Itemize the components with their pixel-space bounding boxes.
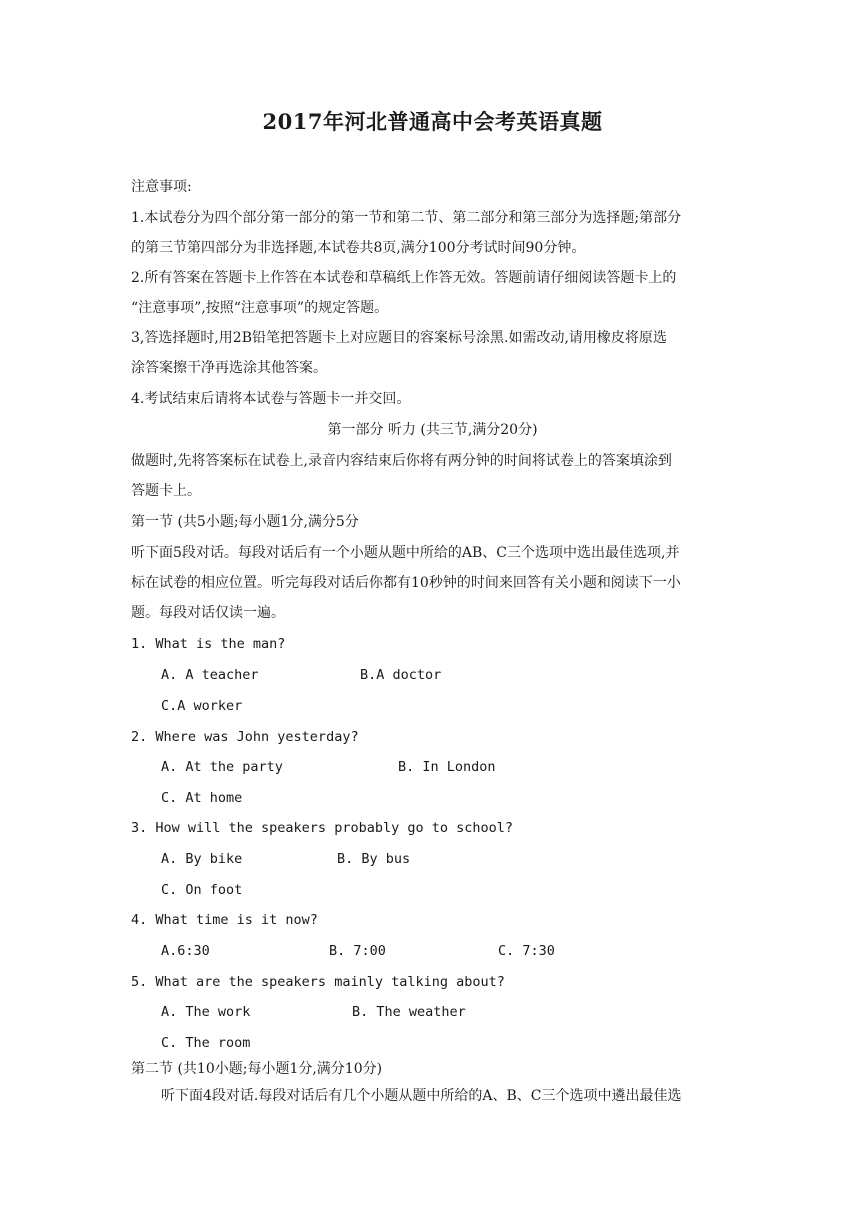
option-5c: C. The room [161, 1035, 251, 1051]
section1-instruction: 标在试卷的相应位置。听完每段对话后你都有10秒钟的时间来回答有关小题和阅读下一小 [131, 575, 681, 591]
part1-heading: 第一部分 听力 (共三节,满分20分) [327, 422, 538, 438]
section1-heading: 第一节 (共5小题;每小题1分,满分5分 [131, 514, 359, 530]
option-4b: B. 7:00 [329, 943, 386, 959]
notes-line: 4.考试结束后请将本试卷与答题卡一并交回。 [131, 391, 411, 407]
question-4: 4. What time is it now? [131, 912, 318, 928]
part1-intro-line: 做题时,先将答案标在试卷上,录音内容结束后你将有两分钟的时间将试卷上的答案填涂到 [131, 453, 672, 469]
notes-line: 涂答案擦干净再选涂其他答案。 [131, 360, 327, 376]
question-5: 5. What are the speakers mainly talking about? [131, 974, 505, 990]
option-2b: B. In London [398, 759, 496, 775]
notes-line: “注意事项”,按照“注意事项”的规定答题。 [131, 300, 389, 316]
question-1: 1. What is the man? [131, 636, 286, 652]
option-2a: A. At the party [161, 759, 283, 775]
option-3c: C. On foot [161, 882, 243, 898]
option-5b: B. The weather [352, 1004, 466, 1020]
notes-line: 的第三节第四部分为非选择题,本试卷共8页,满分100分考试时间90分钟。 [131, 240, 586, 256]
section2-heading: 第二节 (共10小题;每小题1分,满分10分) [131, 1061, 383, 1077]
option-1c: C.A worker [161, 698, 243, 714]
option-5a: A. The work [161, 1004, 251, 1020]
option-4c: C. 7:30 [498, 943, 555, 959]
option-3b: B. By bus [337, 851, 411, 867]
notes-line: 2.所有答案在答题卡上作答在本试卷和草稿纸上作答无效。答题前请仔细阅读答题卡上的 [131, 270, 677, 286]
option-1a: A. A teacher [161, 667, 259, 683]
question-3: 3. How will the speakers probably go to school? [131, 820, 514, 836]
section1-instruction: 听下面5段对话。每段对话后有一个小题从题中所给的AB、C三个选项中选出最佳选项,并 [131, 545, 680, 561]
option-1b: B.A doctor [360, 667, 442, 683]
notes-line: 3,答选择题时,用2B铅笔把答题卡上对应题目的容案标号涂黑.如需改动,请用橡皮将原选 [131, 330, 667, 346]
notes-line: 1.本试卷分为四个部分第一部分的第一节和第二节、第二部分和第三部分为选择题;第部分 [131, 210, 682, 226]
question-2: 2. Where was John yesterday? [131, 729, 359, 745]
option-4a: A.6:30 [161, 943, 210, 959]
option-2c: C. At home [161, 790, 243, 806]
notes-heading: 注意事项: [131, 179, 192, 195]
part1-intro-line: 答题卡上。 [131, 483, 201, 499]
section2-instruction: 听下面4段对话.每段对话后有几个小题从题中所给的A、B、C三个选项中遴出最佳选 [161, 1088, 682, 1104]
page-title: 2017年河北普通高中会考英语真题 [262, 109, 603, 134]
option-3a: A. By bike [161, 851, 243, 867]
section1-instruction: 题。每段对话仅读一遍。 [131, 605, 285, 621]
